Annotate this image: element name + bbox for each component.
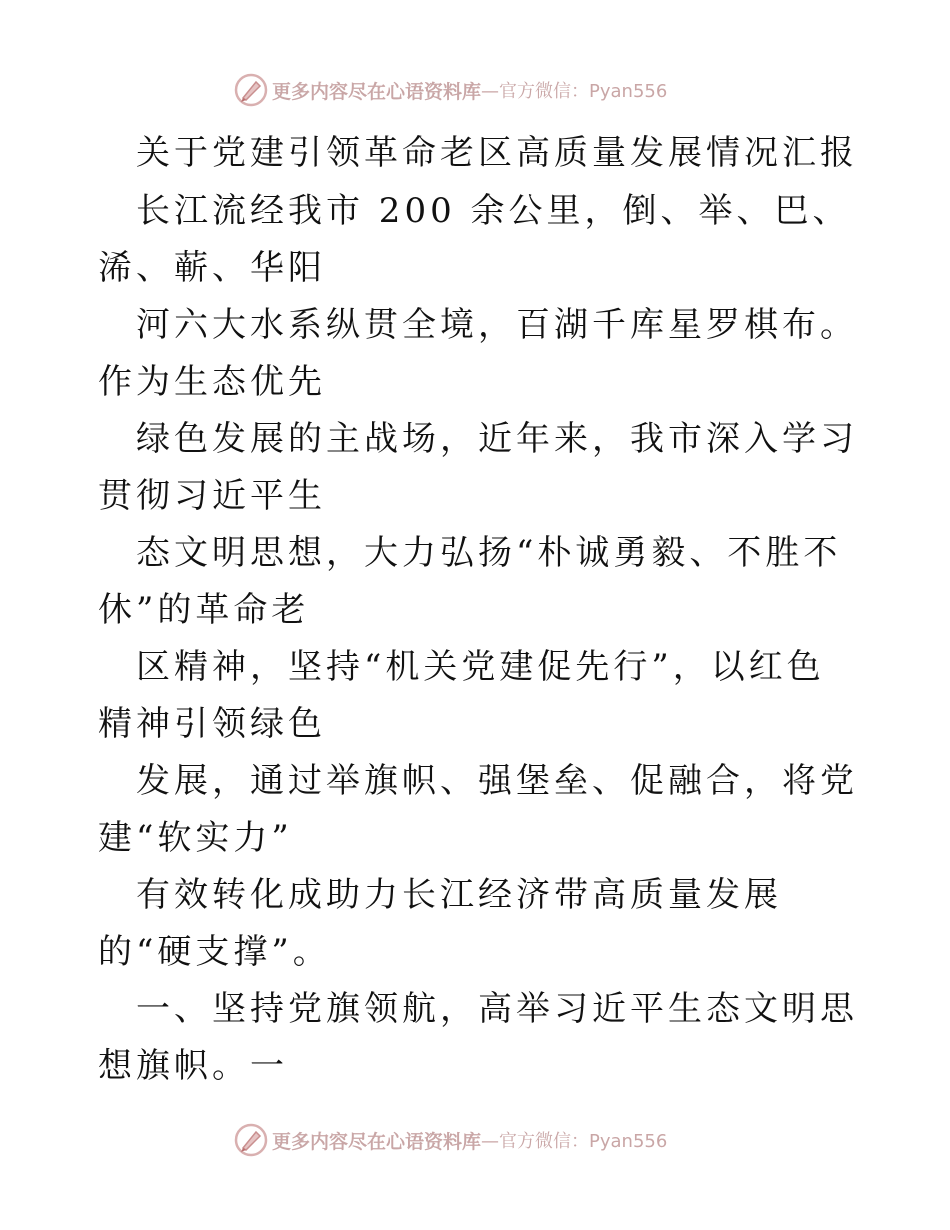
- document-title: 关于党建引领革命老区高质量发展情况汇报: [136, 133, 858, 173]
- paragraph-line: 态文明思想，大力弘扬“朴诚勇毅、不胜不休”的革命老: [98, 533, 842, 630]
- paragraph-line: 绿色发展的主战场，近年来，我市深入学习贯彻习近平生: [98, 419, 858, 516]
- paragraph-line: 河六大水系纵贯全境，百湖千库星罗棋布。作为生态优先: [98, 305, 858, 402]
- watermark-text: 更多内容尽在心语资料库: [272, 80, 482, 103]
- section-heading-line: 一、坚持党旗领航，高举习近平生态文明思想旗帜。一: [98, 989, 858, 1086]
- paragraph-line: 有效转化成助力长江经济带高质量发展的“硬支撑”。: [98, 875, 782, 972]
- watermark-banner-top: [234, 72, 714, 108]
- watermark-text: 更多内容尽在心语资料库: [272, 1130, 482, 1153]
- document-body: [98, 123, 858, 1095]
- watermark-contact: —官方微信：Pyan556: [481, 1131, 668, 1152]
- paragraph-line: 长江流经我市 200 余公里，倒、举、巴、浠、蕲、华阳: [98, 191, 851, 288]
- pen-nib-logo-icon: [234, 73, 268, 107]
- watermark-contact: —官方微信：Pyan556: [481, 81, 668, 102]
- watermark-banner-bottom: [234, 1122, 714, 1158]
- paragraph-line: 发展，通过举旗帜、强堡垒、促融合，将党建“软实力”: [98, 761, 858, 858]
- paragraph-line: 区精神，坚持“机关党建促先行”，以红色精神引领绿色: [98, 647, 825, 744]
- pen-nib-logo-icon: [234, 1123, 268, 1157]
